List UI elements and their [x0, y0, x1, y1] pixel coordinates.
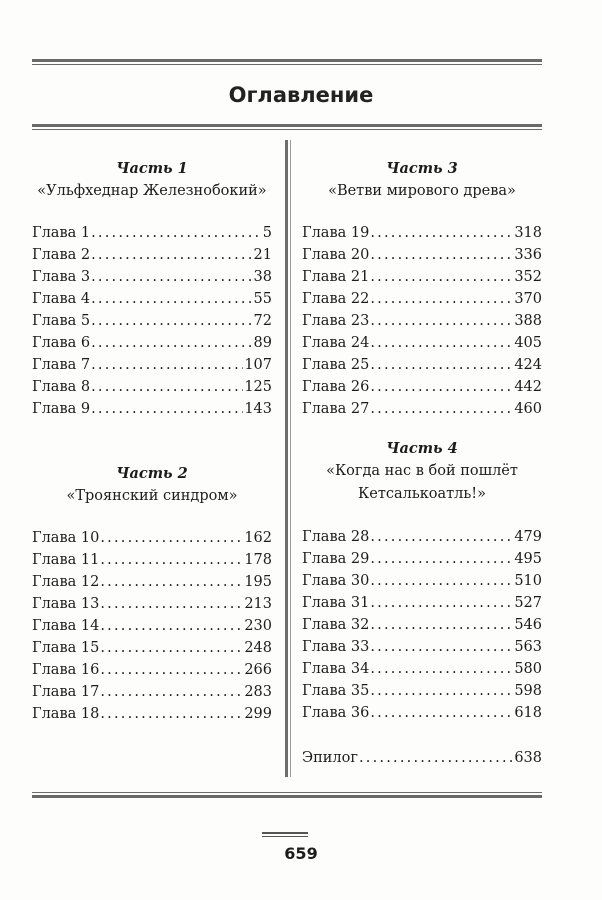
leader-dots — [370, 702, 513, 724]
chapter-page: 125 — [244, 379, 272, 395]
leader-dots — [91, 244, 252, 266]
chapter-page: 580 — [514, 661, 542, 677]
toc-entry[interactable] — [32, 398, 272, 420]
chapter-label: Глава 26 — [302, 379, 370, 395]
toc-entry[interactable] — [302, 222, 542, 244]
toc-entry[interactable] — [302, 570, 542, 592]
leader-dots — [370, 636, 513, 658]
chapter-label: Глава 28 — [302, 529, 370, 545]
chapter-page: 318 — [514, 225, 542, 241]
leader-dots — [91, 266, 252, 288]
leader-dots — [100, 593, 243, 615]
chapter-label: Глава 25 — [302, 357, 370, 373]
chapter-page: 72 — [253, 313, 272, 329]
toc-entry[interactable] — [302, 526, 542, 548]
toc-entry[interactable] — [32, 354, 272, 376]
leader-dots — [100, 615, 243, 637]
toc-entry[interactable] — [302, 376, 542, 398]
chapter-page: 510 — [514, 573, 542, 589]
part-3-chapter-list — [302, 222, 542, 420]
leader-dots — [370, 548, 513, 570]
chapter-page: 21 — [253, 247, 272, 263]
page-number-ornament — [262, 832, 308, 839]
chapter-label: Глава 19 — [302, 225, 370, 241]
leader-dots — [91, 310, 252, 332]
leader-dots — [100, 571, 243, 593]
toc-entry[interactable] — [32, 659, 272, 681]
leader-dots — [370, 526, 513, 548]
chapter-page: 143 — [244, 401, 272, 417]
part-3-heading — [302, 157, 542, 203]
chapter-label: Глава 34 — [302, 661, 370, 677]
leader-dots — [91, 288, 252, 310]
chapter-page: 230 — [244, 618, 272, 634]
toc-entry[interactable] — [302, 332, 542, 354]
chapter-page: 213 — [244, 596, 272, 612]
chapter-page: 266 — [244, 662, 272, 678]
part-1-label: Часть 1 — [116, 160, 188, 177]
chapter-label: Глава 8 — [32, 379, 91, 395]
chapter-page: 442 — [514, 379, 542, 395]
leader-dots — [370, 244, 513, 266]
chapter-page: 598 — [514, 683, 542, 699]
chapter-page: 283 — [244, 684, 272, 700]
part-1-chapter-list — [32, 222, 272, 420]
chapter-page: 178 — [244, 552, 272, 568]
part-2-chapter-list — [32, 527, 272, 725]
page-number: 659 — [284, 844, 318, 863]
chapter-page: 388 — [514, 313, 542, 329]
chapter-label: Глава 13 — [32, 596, 100, 612]
chapter-label: Глава 5 — [32, 313, 91, 329]
page-title: Оглавление — [228, 83, 374, 107]
chapter-page: 38 — [253, 269, 272, 285]
leader-dots — [370, 332, 513, 354]
part-4-name-line-2: Кетсалькоатль!» — [358, 486, 486, 502]
part-2-heading — [32, 462, 272, 508]
leader-dots — [100, 703, 243, 725]
leader-dots — [359, 747, 513, 769]
chapter-label: Глава 14 — [32, 618, 100, 634]
chapter-label: Глава 33 — [302, 639, 370, 655]
chapter-page: 479 — [514, 529, 542, 545]
chapter-label: Глава 17 — [32, 684, 100, 700]
toc-entry[interactable] — [302, 592, 542, 614]
leader-dots — [100, 681, 243, 703]
part-1-name: «Ульфхеднар Железнобокий» — [37, 183, 267, 199]
epilogue-page: 638 — [514, 750, 542, 766]
toc-entry[interactable] — [32, 549, 272, 571]
chapter-page: 299 — [244, 706, 272, 722]
leader-dots — [370, 376, 513, 398]
leader-dots — [370, 222, 513, 244]
part-4-label: Часть 4 — [386, 440, 458, 457]
chapter-label: Глава 7 — [32, 357, 91, 373]
toc-entry[interactable] — [302, 636, 542, 658]
chapter-page: 370 — [514, 291, 542, 307]
part-2-name: «Троянский синдром» — [66, 488, 238, 504]
toc-entry[interactable] — [32, 593, 272, 615]
chapter-page: 527 — [514, 595, 542, 611]
chapter-page: 460 — [514, 401, 542, 417]
toc-entry[interactable] — [302, 614, 542, 636]
toc-entry[interactable] — [32, 615, 272, 637]
chapter-page: 618 — [514, 705, 542, 721]
toc-entry[interactable] — [32, 703, 272, 725]
chapter-page: 107 — [244, 357, 272, 373]
chapter-page: 352 — [514, 269, 542, 285]
chapter-page: 546 — [514, 617, 542, 633]
leader-dots — [370, 614, 513, 636]
chapter-page: 195 — [244, 574, 272, 590]
chapter-page: 424 — [514, 357, 542, 373]
chapter-label: Глава 31 — [302, 595, 370, 611]
chapter-label: Глава 24 — [302, 335, 370, 351]
chapter-label: Глава 15 — [32, 640, 100, 656]
chapter-label: Глава 9 — [32, 401, 91, 417]
leader-dots — [370, 680, 513, 702]
toc-entry[interactable] — [32, 288, 272, 310]
chapter-label: Глава 35 — [302, 683, 370, 699]
leader-dots — [91, 332, 252, 354]
chapter-label: Глава 30 — [302, 573, 370, 589]
leader-dots — [91, 376, 243, 398]
chapter-label: Глава 2 — [32, 247, 91, 263]
leader-dots — [91, 354, 243, 376]
toc-entry[interactable] — [32, 332, 272, 354]
leader-dots — [100, 637, 243, 659]
chapter-label: Глава 36 — [302, 705, 370, 721]
chapter-label: Глава 22 — [302, 291, 370, 307]
chapter-label: Глава 1 — [32, 225, 91, 241]
toc-entry[interactable] — [302, 288, 542, 310]
part-4-chapter-list — [302, 526, 542, 724]
chapter-label: Глава 11 — [32, 552, 100, 568]
chapter-label: Глава 21 — [302, 269, 370, 285]
toc-entry[interactable] — [302, 658, 542, 680]
chapter-page: 405 — [514, 335, 542, 351]
chapter-label: Глава 12 — [32, 574, 100, 590]
chapter-label: Глава 10 — [32, 530, 100, 546]
toc-entry[interactable] — [302, 398, 542, 420]
bottom-rule — [32, 792, 542, 798]
toc-entry[interactable] — [302, 354, 542, 376]
chapter-label: Глава 6 — [32, 335, 91, 351]
toc-entry[interactable] — [302, 244, 542, 266]
chapter-page: 162 — [244, 530, 272, 546]
chapter-label: Глава 29 — [302, 551, 370, 567]
part-2-label: Часть 2 — [116, 465, 188, 482]
toc-entry[interactable] — [302, 548, 542, 570]
toc-entry[interactable] — [32, 637, 272, 659]
leader-dots — [100, 549, 243, 571]
chapter-page: 336 — [514, 247, 542, 263]
column-divider — [285, 140, 288, 777]
leader-dots — [370, 354, 513, 376]
leader-dots — [91, 222, 262, 244]
chapter-page: 89 — [253, 335, 272, 351]
leader-dots — [370, 288, 513, 310]
leader-dots — [370, 310, 513, 332]
chapter-label: Глава 32 — [302, 617, 370, 633]
chapter-page: 248 — [244, 640, 272, 656]
toc-entry[interactable] — [302, 266, 542, 288]
chapter-label: Глава 23 — [302, 313, 370, 329]
title-rule — [32, 124, 542, 130]
chapter-label: Глава 3 — [32, 269, 91, 285]
part-4-name-line-1: «Когда нас в бой пошлёт — [326, 463, 518, 479]
leader-dots — [370, 398, 513, 420]
leader-dots — [370, 658, 513, 680]
toc-entry[interactable] — [302, 702, 542, 724]
chapter-label: Глава 20 — [302, 247, 370, 263]
chapter-page: 563 — [514, 639, 542, 655]
chapter-label: Глава 18 — [32, 706, 100, 722]
part-3-name: «Ветви мирового древа» — [328, 183, 516, 199]
toc-entry[interactable] — [32, 266, 272, 288]
toc-entry[interactable] — [32, 222, 272, 244]
epilogue-entry[interactable] — [302, 747, 542, 769]
leader-dots — [370, 266, 513, 288]
toc-entry[interactable] — [32, 527, 272, 549]
toc-entry[interactable] — [302, 310, 542, 332]
toc-entry[interactable] — [32, 244, 272, 266]
leader-dots — [370, 570, 513, 592]
part-3-label: Часть 3 — [386, 160, 458, 177]
chapter-page: 55 — [253, 291, 272, 307]
epilogue-label: Эпилог — [302, 750, 358, 766]
toc-entry[interactable] — [302, 680, 542, 702]
part-4-heading — [302, 437, 542, 506]
top-rule — [32, 59, 542, 65]
toc-entry[interactable] — [32, 571, 272, 593]
leader-dots — [370, 592, 513, 614]
toc-entry[interactable] — [32, 310, 272, 332]
leader-dots — [100, 659, 243, 681]
chapter-label: Глава 4 — [32, 291, 91, 307]
toc-entry[interactable] — [32, 681, 272, 703]
chapter-page: 495 — [514, 551, 542, 567]
toc-entry[interactable] — [32, 376, 272, 398]
chapter-label: Глава 27 — [302, 401, 370, 417]
chapter-page: 5 — [262, 225, 272, 241]
part-1-heading — [32, 157, 272, 203]
leader-dots — [91, 398, 243, 420]
chapter-label: Глава 16 — [32, 662, 100, 678]
leader-dots — [100, 527, 243, 549]
